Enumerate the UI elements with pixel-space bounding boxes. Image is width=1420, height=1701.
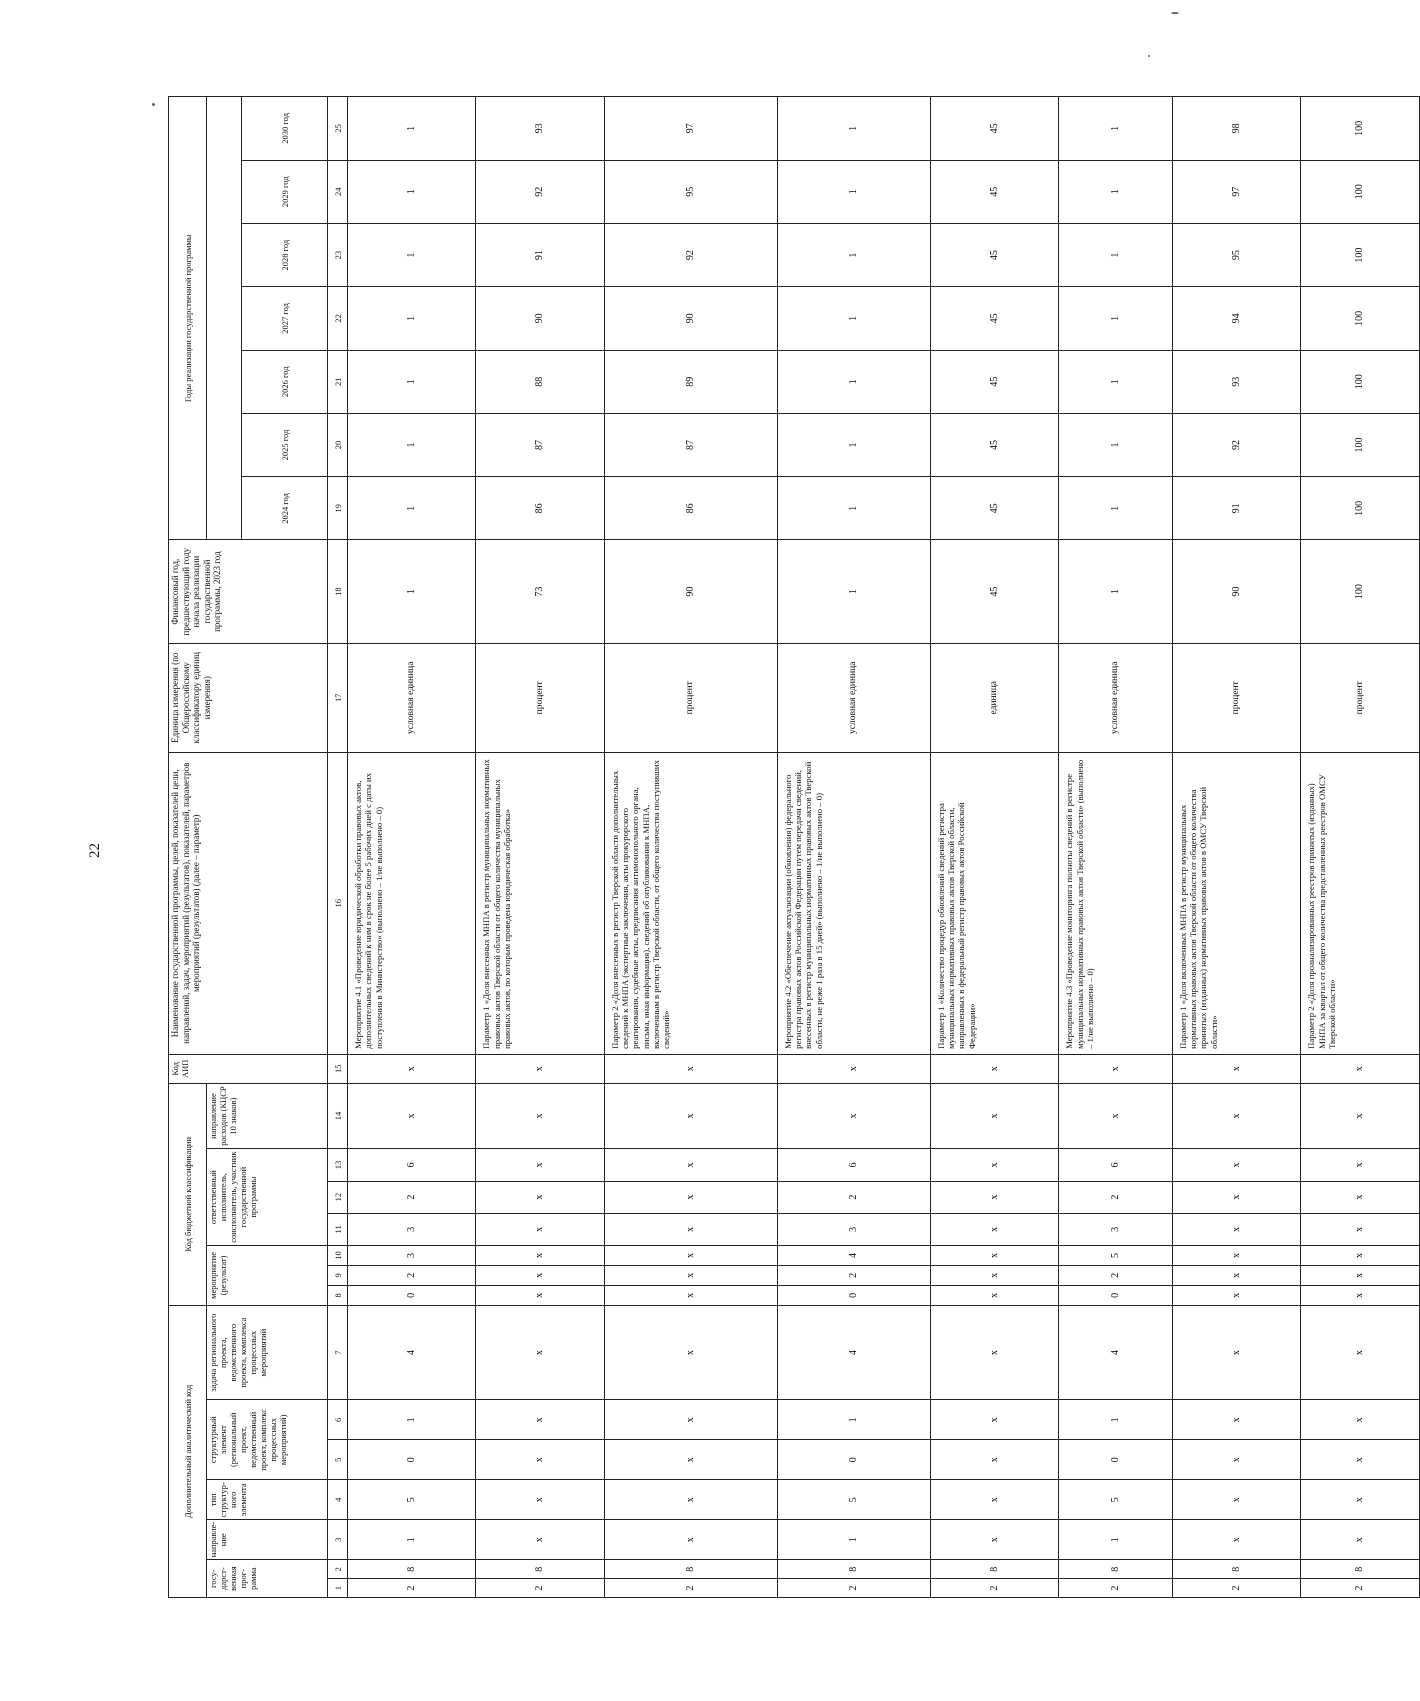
scan-mark (1148, 55, 1150, 57)
code-cell: 2 (348, 1265, 476, 1285)
code-cell: x (1172, 1054, 1300, 1083)
header-years-group: Годы реализации государственной программы (169, 97, 207, 541)
code-cell: x (604, 1285, 777, 1305)
code-cell: x (476, 1520, 604, 1560)
header-struct: структурный элемент (региональный проект, ведомственный проект, комплекс процессных мероприятий) (207, 1400, 328, 1480)
table-row (348, 97, 476, 1598)
column-number: 5 (328, 1440, 348, 1480)
table-row (1301, 97, 1420, 1598)
code-cell: 2 (777, 1265, 930, 1285)
year-value: 1 (777, 350, 930, 413)
code-cell: x (476, 1181, 604, 1213)
year-value: 90 (476, 287, 604, 350)
code-cell: x (1301, 1149, 1420, 1181)
base-value: 1 (1059, 540, 1173, 643)
code-cell: 5 (777, 1480, 930, 1520)
code-cell: 0 (1059, 1285, 1173, 1305)
unit-cell: процент (1172, 643, 1300, 752)
code-cell: 0 (777, 1440, 930, 1480)
code-cell: x (1301, 1054, 1420, 1083)
code-cell: 2 (604, 1579, 777, 1598)
column-number: 9 (328, 1265, 348, 1285)
column-number: 18 (328, 540, 348, 643)
code-cell: 2 (348, 1181, 476, 1213)
year-value: 100 (1301, 160, 1420, 223)
code-cell: x (604, 1245, 777, 1265)
code-cell: x (476, 1213, 604, 1245)
column-number: 4 (328, 1480, 348, 1520)
column-number: 3 (328, 1520, 348, 1560)
item-name: Параметр 1 «Доля внесенных МНПА в регистр муниципальных нормативных правовых актов Тверской области от общего количества муниципальных правовых актов, по которым проведена юридическая обработка» (476, 752, 604, 1054)
year-value: 95 (604, 160, 777, 223)
year-value: 1 (777, 477, 930, 540)
column-number: 20 (328, 413, 348, 476)
year-value: 88 (476, 350, 604, 413)
code-cell: 2 (777, 1579, 930, 1598)
header-aip: Код АИП (169, 1054, 328, 1083)
scan-mark (1171, 12, 1179, 14)
year-value: 1 (1059, 477, 1173, 540)
year-value: 97 (1172, 160, 1300, 223)
year-value: 1 (348, 160, 476, 223)
code-cell: 5 (1059, 1245, 1173, 1265)
code-cell: 3 (1059, 1213, 1173, 1245)
code-cell: 2 (348, 1579, 476, 1598)
base-value: 90 (1172, 540, 1300, 643)
year-value: 1 (348, 223, 476, 286)
program-indicators-table (168, 96, 1420, 1598)
code-cell: x (930, 1054, 1058, 1083)
header-tip: тип структур-ного элемента (207, 1480, 328, 1520)
column-number: 13 (328, 1149, 348, 1181)
column-number: 11 (328, 1213, 348, 1245)
year-value: 1 (1059, 287, 1173, 350)
code-cell: x (930, 1245, 1058, 1265)
year-value: 90 (604, 287, 777, 350)
code-cell: 5 (1059, 1480, 1173, 1520)
code-cell: 2 (476, 1579, 604, 1598)
code-cell: x (476, 1285, 604, 1305)
year-value: 45 (930, 350, 1058, 413)
code-cell: x (604, 1149, 777, 1181)
year-value: 89 (604, 350, 777, 413)
code-cell: x (1301, 1285, 1420, 1305)
year-value: 45 (930, 477, 1058, 540)
year-value: 92 (604, 223, 777, 286)
year-value: 1 (1059, 413, 1173, 476)
header-year-2025: 2025 год (241, 413, 327, 476)
header-year-2030: 2030 год (241, 97, 327, 161)
column-number: 12 (328, 1181, 348, 1213)
column-number: 22 (328, 287, 348, 350)
year-value: 1 (1059, 97, 1173, 161)
year-value: 1 (777, 287, 930, 350)
base-value: 1 (348, 540, 476, 643)
code-cell: 8 (476, 1560, 604, 1579)
rotated-page (168, 96, 1420, 1598)
item-name: Мероприятие 4.2 «Обеспечение актуализации (обновления) федерального регистра правовых актов Российской Федерации путем передачи сведений, внесенных в регистр муниципальных нормативных правовых актов Тверской области, не реже 1 раза в 15 дней» (выполнено – 1/не выполнено – 0) (777, 752, 930, 1054)
code-cell: x (348, 1083, 476, 1149)
code-cell: x (476, 1265, 604, 1285)
code-cell: x (1301, 1245, 1420, 1265)
header-unit: Единица измерения (по Общероссийскому классификатору единиц измерения) (169, 643, 328, 752)
header-otv: ответственный исполнитель, соисполнитель, участник государственной программы (207, 1149, 328, 1246)
column-number: 2 (328, 1560, 348, 1579)
code-cell: x (604, 1520, 777, 1560)
code-cell: 3 (348, 1213, 476, 1245)
column-number: 10 (328, 1245, 348, 1265)
header-kbk: Код бюджетной классификации (169, 1083, 207, 1305)
code-cell: x (604, 1305, 777, 1399)
code-cell: x (1172, 1305, 1300, 1399)
code-cell: 4 (777, 1245, 930, 1265)
year-value: 45 (930, 160, 1058, 223)
code-cell: 0 (1059, 1440, 1173, 1480)
year-value: 98 (1172, 97, 1300, 161)
code-cell: x (1172, 1285, 1300, 1305)
column-number: 25 (328, 97, 348, 161)
year-value: 91 (476, 223, 604, 286)
unit-cell: процент (476, 643, 604, 752)
year-value: 1 (777, 223, 930, 286)
code-cell: x (930, 1440, 1058, 1480)
code-cell: 4 (777, 1305, 930, 1399)
code-cell: x (476, 1305, 604, 1399)
code-cell: x (1059, 1083, 1173, 1149)
code-cell: 4 (348, 1305, 476, 1399)
page-number: 22 (87, 843, 103, 858)
scan-mark (152, 103, 155, 106)
code-cell: 8 (348, 1560, 476, 1579)
column-number: 1 (328, 1579, 348, 1598)
year-value: 92 (1172, 413, 1300, 476)
code-cell: x (1301, 1440, 1420, 1480)
year-value: 45 (930, 97, 1058, 161)
year-value: 93 (476, 97, 604, 161)
column-number: 8 (328, 1285, 348, 1305)
code-cell: x (476, 1083, 604, 1149)
code-cell: 3 (348, 1245, 476, 1265)
code-cell: 6 (777, 1149, 930, 1181)
code-cell: x (1301, 1265, 1420, 1285)
code-cell: x (604, 1083, 777, 1149)
code-cell: 8 (604, 1560, 777, 1579)
code-cell: x (1301, 1181, 1420, 1213)
code-cell: x (1172, 1400, 1300, 1440)
code-cell: 1 (348, 1400, 476, 1440)
header-dak: Дополнительный аналитический код (169, 1305, 207, 1597)
code-cell: 6 (1059, 1149, 1173, 1181)
column-number: 19 (328, 477, 348, 540)
code-cell: 4 (1059, 1305, 1173, 1399)
unit-cell: условная единица (777, 643, 930, 752)
unit-cell: единица (930, 643, 1058, 752)
year-value: 1 (348, 350, 476, 413)
code-cell: 2 (1301, 1579, 1420, 1598)
header-mer: мероприятие (результат) (207, 1245, 328, 1305)
code-cell: x (1172, 1520, 1300, 1560)
code-cell: x (1301, 1305, 1420, 1399)
code-cell: x (604, 1480, 777, 1520)
base-value: 73 (476, 540, 604, 643)
code-cell: 0 (348, 1440, 476, 1480)
code-cell: 8 (777, 1560, 930, 1579)
code-cell: x (1172, 1149, 1300, 1181)
code-cell: x (476, 1440, 604, 1480)
code-cell: 3 (777, 1213, 930, 1245)
code-cell: x (476, 1245, 604, 1265)
code-cell: x (1301, 1520, 1420, 1560)
year-value: 1 (1059, 350, 1173, 413)
base-value: 90 (604, 540, 777, 643)
base-value: 100 (1301, 540, 1420, 643)
code-cell: x (1301, 1213, 1420, 1245)
table-row (476, 97, 604, 1598)
column-number: 24 (328, 160, 348, 223)
header-zad: задача регионального проекта, ведомственного проекта, комплекса процессных мероприятий (207, 1305, 328, 1399)
code-cell: x (476, 1149, 604, 1181)
year-value: 1 (348, 287, 476, 350)
code-cell: x (930, 1149, 1058, 1181)
year-value: 1 (348, 477, 476, 540)
code-cell: x (476, 1400, 604, 1440)
code-cell: x (930, 1520, 1058, 1560)
code-cell: 2 (1059, 1181, 1173, 1213)
code-cell: 0 (348, 1285, 476, 1305)
code-cell: 2 (1172, 1579, 1300, 1598)
year-value: 100 (1301, 97, 1420, 161)
code-cell: x (604, 1265, 777, 1285)
year-value: 45 (930, 223, 1058, 286)
column-number: 21 (328, 350, 348, 413)
column-number: 16 (328, 752, 348, 1054)
code-cell: x (1172, 1245, 1300, 1265)
header-base-year: Финансовый год, предшествующий году начала реализации государственной программы, 2023 год (169, 540, 328, 643)
code-cell: x (930, 1083, 1058, 1149)
header-rash: направление расходов (КЦСР 10 знаков) (207, 1083, 328, 1149)
unit-cell: процент (1301, 643, 1420, 752)
year-value: 100 (1301, 223, 1420, 286)
code-cell: x (930, 1285, 1058, 1305)
year-value: 100 (1301, 477, 1420, 540)
code-cell: x (1172, 1440, 1300, 1480)
year-value: 86 (476, 477, 604, 540)
column-number-row (328, 97, 348, 1598)
column-number: 23 (328, 223, 348, 286)
column-number: 7 (328, 1305, 348, 1399)
code-cell: x (1172, 1480, 1300, 1520)
header-spacer (207, 97, 242, 541)
code-cell: x (604, 1181, 777, 1213)
year-value: 45 (930, 287, 1058, 350)
code-cell: 8 (1301, 1560, 1420, 1579)
table-row (1059, 97, 1173, 1598)
code-cell: x (1301, 1400, 1420, 1440)
code-cell: 1 (1059, 1400, 1173, 1440)
code-cell: x (476, 1054, 604, 1083)
unit-cell: условная единица (1059, 643, 1173, 752)
header-year-2029: 2029 год (241, 160, 327, 223)
header-gp: госу-дарст-венная прог-рамма (207, 1560, 328, 1598)
code-cell: 5 (348, 1480, 476, 1520)
item-name: Мероприятие 4.3 «Проведение мониторинга полноты сведений в регистре муниципальных нормативных правовых актов Тверской области» (выполнено – 1/не выполнено – 0) (1059, 752, 1173, 1054)
year-value: 100 (1301, 350, 1420, 413)
code-cell: 8 (930, 1560, 1058, 1579)
column-number: 6 (328, 1400, 348, 1440)
year-value: 95 (1172, 223, 1300, 286)
year-value: 1 (777, 160, 930, 223)
year-value: 91 (1172, 477, 1300, 540)
year-value: 1 (1059, 223, 1173, 286)
year-value: 100 (1301, 413, 1420, 476)
code-cell: 8 (1172, 1560, 1300, 1579)
code-cell: x (604, 1054, 777, 1083)
item-name: Параметр 1 «Доля включенных МНПА в регистр муниципальных нормативных правовых актов Тверской области от общего количества принятых (изданных) нормативных правовых актов в ОМСУ Тверской области» (1172, 752, 1300, 1054)
code-cell: 1 (777, 1400, 930, 1440)
year-value: 97 (604, 97, 777, 161)
code-cell: x (930, 1181, 1058, 1213)
code-cell: x (604, 1213, 777, 1245)
code-cell: 1 (348, 1520, 476, 1560)
year-value: 94 (1172, 287, 1300, 350)
table-row (604, 97, 777, 1598)
code-cell: x (348, 1054, 476, 1083)
year-value: 1 (777, 413, 930, 476)
code-cell: x (777, 1054, 930, 1083)
code-cell: x (1301, 1083, 1420, 1149)
code-cell: x (930, 1305, 1058, 1399)
code-cell: x (1172, 1181, 1300, 1213)
table-row (777, 97, 930, 1598)
code-cell: x (930, 1480, 1058, 1520)
year-value: 1 (348, 97, 476, 161)
year-value: 1 (777, 97, 930, 161)
item-name: Параметр 2 «Доля проанализированных реестров принятых (изданных) МНПА за квартал от общего количества представленных реестров ОМСУ Тверской области» (1301, 752, 1420, 1054)
year-value: 1 (1059, 160, 1173, 223)
header-year-2026: 2026 год (241, 350, 327, 413)
code-cell: 1 (1059, 1520, 1173, 1560)
code-cell: x (930, 1265, 1058, 1285)
year-value: 100 (1301, 287, 1420, 350)
header-year-2028: 2028 год (241, 223, 327, 286)
base-value: 45 (930, 540, 1058, 643)
code-cell: x (1059, 1054, 1173, 1083)
code-cell: x (604, 1440, 777, 1480)
year-value: 92 (476, 160, 604, 223)
base-value: 1 (777, 540, 930, 643)
year-value: 87 (604, 413, 777, 476)
code-cell: 1 (777, 1520, 930, 1560)
item-name: Параметр 1 «Количество процедур обновлений сведений регистра муниципальных нормативных правовых актов Тверской области, направленных в федеральный регистр правовых актов Российской Федерации» (930, 752, 1058, 1054)
code-cell: x (930, 1213, 1058, 1245)
item-name: Мероприятие 4.1 «Проведение юридической обработки правовых актов, дополнительных сведений к ним в срок не более 5 рабочих дней с даты их поступления в Министерство» (выполнено – 1/не выполнено – 0) (348, 752, 476, 1054)
unit-cell: процент (604, 643, 777, 752)
column-number: 17 (328, 643, 348, 752)
column-number: 15 (328, 1054, 348, 1083)
code-cell: 2 (1059, 1579, 1173, 1598)
code-cell: x (777, 1083, 930, 1149)
code-cell: 2 (930, 1579, 1058, 1598)
code-cell: x (930, 1400, 1058, 1440)
code-cell: x (604, 1400, 777, 1440)
header-name: Наименование государственной программы, целей, показателей цели, направлений, задач, мероприятий (результатов), показателей, параметров мероприятий (результатов) (далее – параметр) (169, 752, 328, 1054)
year-value: 86 (604, 477, 777, 540)
year-value: 93 (1172, 350, 1300, 413)
year-value: 45 (930, 413, 1058, 476)
header-year-2027: 2027 год (241, 287, 327, 350)
column-number: 14 (328, 1083, 348, 1149)
table-row (1172, 97, 1300, 1598)
code-cell: x (1172, 1083, 1300, 1149)
year-value: 1 (348, 413, 476, 476)
code-cell: 2 (1059, 1265, 1173, 1285)
code-cell: 6 (348, 1149, 476, 1181)
code-cell: x (476, 1480, 604, 1520)
year-value: 87 (476, 413, 604, 476)
table-body (348, 97, 1420, 1598)
code-cell: x (1301, 1480, 1420, 1520)
unit-cell: условная единица (348, 643, 476, 752)
code-cell: 8 (1059, 1560, 1173, 1579)
header-year-2024: 2024 год (241, 477, 327, 540)
code-cell: 2 (777, 1181, 930, 1213)
header-napr: направле-ние (207, 1520, 328, 1560)
code-cell: x (1172, 1213, 1300, 1245)
table-row (930, 97, 1058, 1598)
code-cell: 0 (777, 1285, 930, 1305)
item-name: Параметр 2 «Доля внесенных в регистр Тверской области дополнительных сведений к МНПА (экспертные заключения, акты прокурорского реагирования, судебные акты, предписания антимонопольного органа, письма, иная информация), сведений об опубликовании к МНПА, включенным в регистр Тверской области, от общего количества поступивших сведений» (604, 752, 777, 1054)
code-cell: x (1172, 1265, 1300, 1285)
